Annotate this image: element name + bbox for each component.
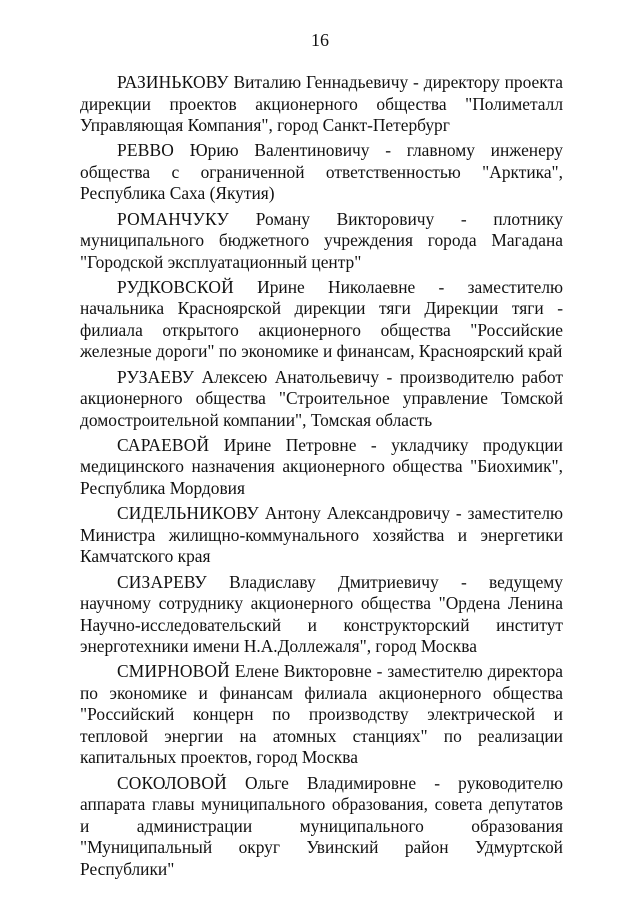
recipient-details: Владиславу Дмитриевичу - ведущему научному сотруднику акционерного общества "Ордена Ленина Научно-исследовательский и конструкторский институт энерготехники имени Н.А.Доллежаля", город Москва [80,571,563,657]
list-item [80,503,563,568]
recipient-surname: РУДКОВСКОЙ [117,276,234,297]
list-item [80,661,563,769]
recipient-details: Алексею Анатольевичу - производителю работ акционерного общества "Строительное управление Томской домостроительной компании", Томская область [80,366,563,430]
recipient-surname: СМИРНОВОЙ [117,661,230,682]
list-item [80,572,563,658]
recipient-details: Виталию Геннадьевичу - директору проекта дирекции проектов акционерного общества "Полиметалл Управляющая Компания", город Санкт-Петербург [80,72,563,135]
list-item [80,140,563,205]
recipient-details: Елене Викторовне - заместителю директора по экономике и финансам филиала акционерного общества "Российский концерн по производству электрической и тепловой энергии на атомных станциях" по реализации капитальных проектов, город Москва [80,661,563,768]
award-list [80,72,563,884]
recipient-surname: СОКОЛОВОЙ [117,772,227,793]
recipient-details: Юрию Валентиновичу - главному инженеру общества с ограниченной ответственностью "Арктика", Республика Саха (Якутия) [80,140,563,204]
list-item [80,277,563,363]
recipient-details: Антону Александровичу - заместителю Министра жилищно-коммунального хозяйства и энергетики Камчатского края [80,503,563,567]
recipient-surname: СИЗАРЕВУ [117,571,207,592]
list-item [80,209,563,274]
list-item [80,72,563,137]
list-item [80,367,563,432]
recipient-details: Ирине Петровне - укладчику продукции медицинского назначения акционерного общества "Биохимик", Республика Мордовия [80,434,563,498]
recipient-surname: СИДЕЛЬНИКОВУ [117,503,259,524]
recipient-details: Роману Викторовичу - плотнику муниципального бюджетного учреждения города Магадана "Городской эксплуатационный центр" [80,208,563,272]
list-item [80,773,563,881]
recipient-surname: РУЗАЕВУ [117,366,195,387]
recipient-details: Ольге Владимировне - руководителю аппарата главы муниципального образования, совета депутатов и администрации муниципального образования "Муниципальный округ Увинский район Удмуртской Республики" [80,772,563,879]
page-number: 16 [311,30,329,50]
recipient-surname: РЕВВО [117,140,175,161]
recipient-details: Ирине Николаевне - заместителю начальника Красноярской дирекции тяги Дирекции тяги - филиала открытого акционерного общества "Российские железные дороги" по экономике и финансам, Красноярский край [80,276,563,362]
recipient-surname: РАЗИНЬКОВУ [117,72,229,92]
recipient-surname: РОМАНЧУКУ [117,208,230,229]
recipient-surname: САРАЕВОЙ [117,434,210,455]
list-item [80,435,563,500]
